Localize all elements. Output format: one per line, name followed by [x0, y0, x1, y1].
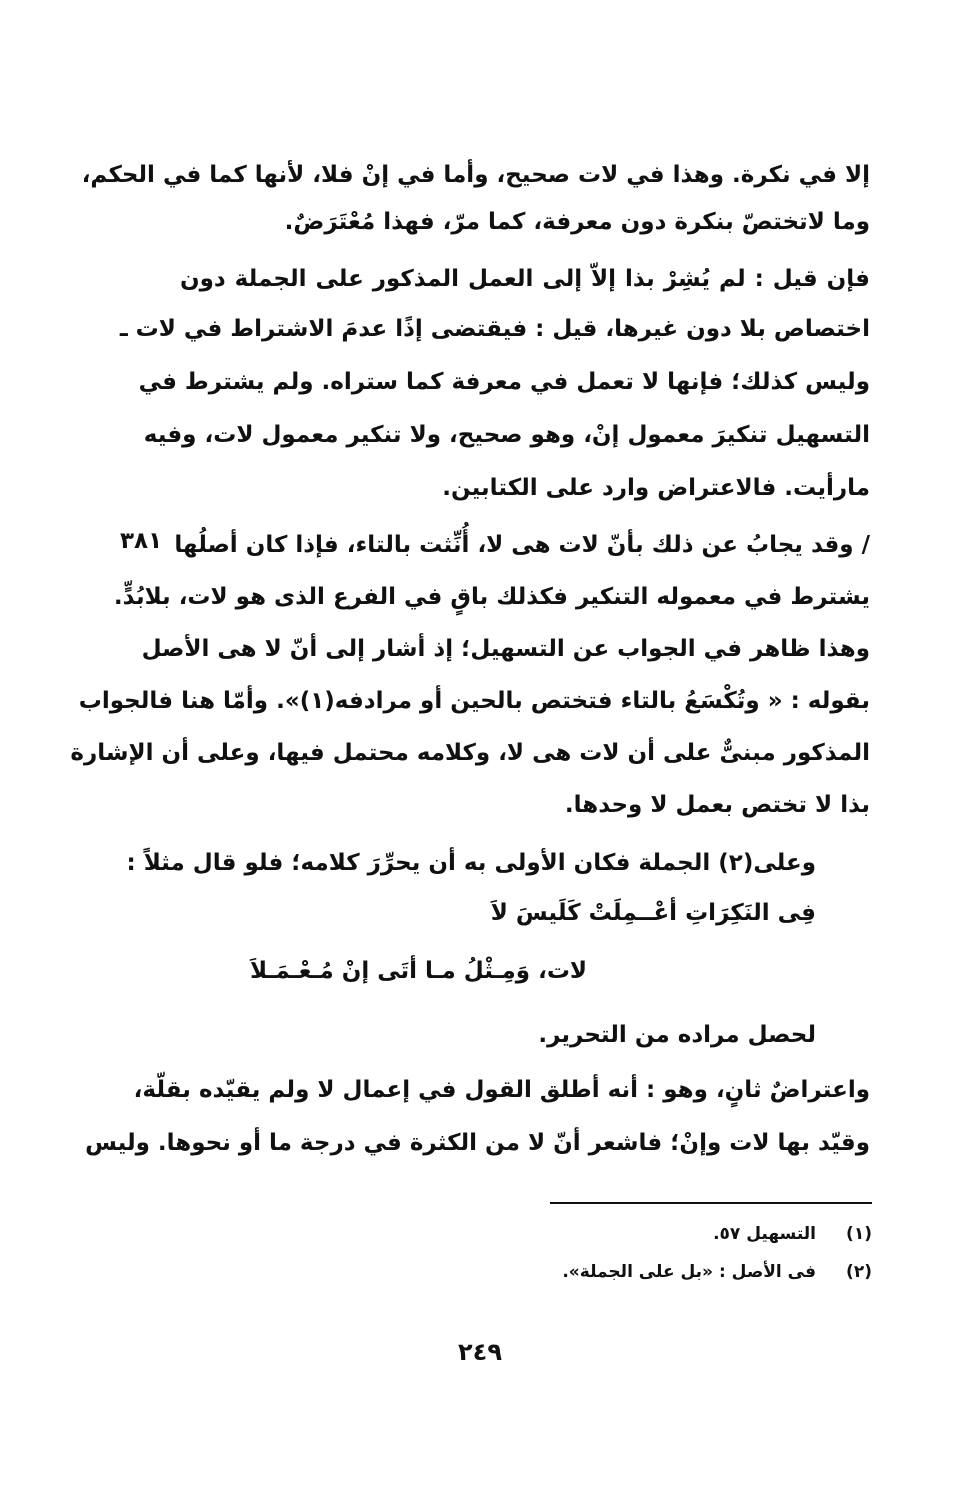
text-line: اختصاص بلا دون غيرها، قيل : فيقتضى إذًا عدمَ الاشتراط في لات ـ	[119, 316, 870, 342]
footnote-text: التسهيل ٥٧.	[713, 1224, 816, 1244]
text-line: مارأيت. فالاعتراض وارد على الكتابين.	[442, 475, 870, 501]
footnote-divider	[550, 1202, 872, 1204]
text-line: فإن قيل : لم يُشِرْ بذا إلاّ إلى العمل المذكور على الجملة دون	[180, 266, 870, 292]
text-line: بقوله : « وتُكْسَعُ بالتاء فتختص بالحين أو مرادفه(١)». وأمّا هنا فالجواب	[78, 688, 870, 714]
footnote-text: فى الأصل : «بل على الجملة».	[562, 1262, 816, 1282]
text-line: إلا في نكرة. وهذا في لات صحيح، وأما في إنْ فلا، لأنها كما في الحكم،	[81, 162, 870, 188]
text-line: وما لاتختصّ بنكرة دون معرفة، كما مرّ، فهذا مُعْتَرَضٌ.	[284, 209, 870, 235]
verse-line: لات، وَمِـثْلُ مـا أتَى إنْ مُـعْـمَـلاَ	[250, 958, 588, 984]
verse-line: فِى النَكِرَاتِ أعْــمِلَتْ كَلَيسَ لاَ	[490, 900, 816, 926]
text-line: واعتراضٌ ثانٍ، وهو : أنه أطلق القول في إعمال لا ولم يقيّده بقلّة،	[133, 1077, 870, 1103]
margin-page-reference: ٣٨١	[120, 528, 163, 554]
text-line: المذكور مبنىٌّ على أن لات هى لا، وكلامه محتمل فيها، وعلى أن الإشارة	[70, 740, 870, 766]
text-line: لحصل مراده من التحرير.	[538, 1022, 816, 1048]
text-line: وهذا ظاهر في الجواب عن التسهيل؛ إذ أشار إلى أنّ لا هى الأصل	[141, 636, 870, 662]
text-line: وليس كذلك؛ فإنها لا تعمل في معرفة كما ستراه. ولم يشترط في	[138, 369, 870, 395]
text-line: التسهيل تنكيرَ معمول إنْ، وهو صحيح، ولا تنكير معمول لات، وفيه	[143, 422, 870, 448]
footnote-number: (٢)	[846, 1262, 872, 1282]
text-line: / وقد يجابُ عن ذلك بأنّ لات هى لا، أُنِّثت بالتاء، فإذا كان أصلُها	[174, 532, 870, 558]
text-line: وعلى(٢) الجملة فكان الأولى به أن يحرِّرَ كلامه؛ فلو قال مثلاً :	[126, 850, 816, 876]
text-line: يشترط في معموله التنكير فكذلك باقٍ في الفرع الذى هو لات، بلابُدٍّ.	[113, 584, 870, 610]
page-number: ٢٤٩	[458, 1338, 502, 1366]
footnote-number: (١)	[846, 1224, 872, 1244]
text-line: وقيّد بها لات وإنْ؛ فاشعر أنّ لا من الكثرة في درجة ما أو نحوها. وليس	[85, 1130, 870, 1156]
text-line: بذا لا تختص بعمل لا وحدها.	[564, 792, 870, 818]
